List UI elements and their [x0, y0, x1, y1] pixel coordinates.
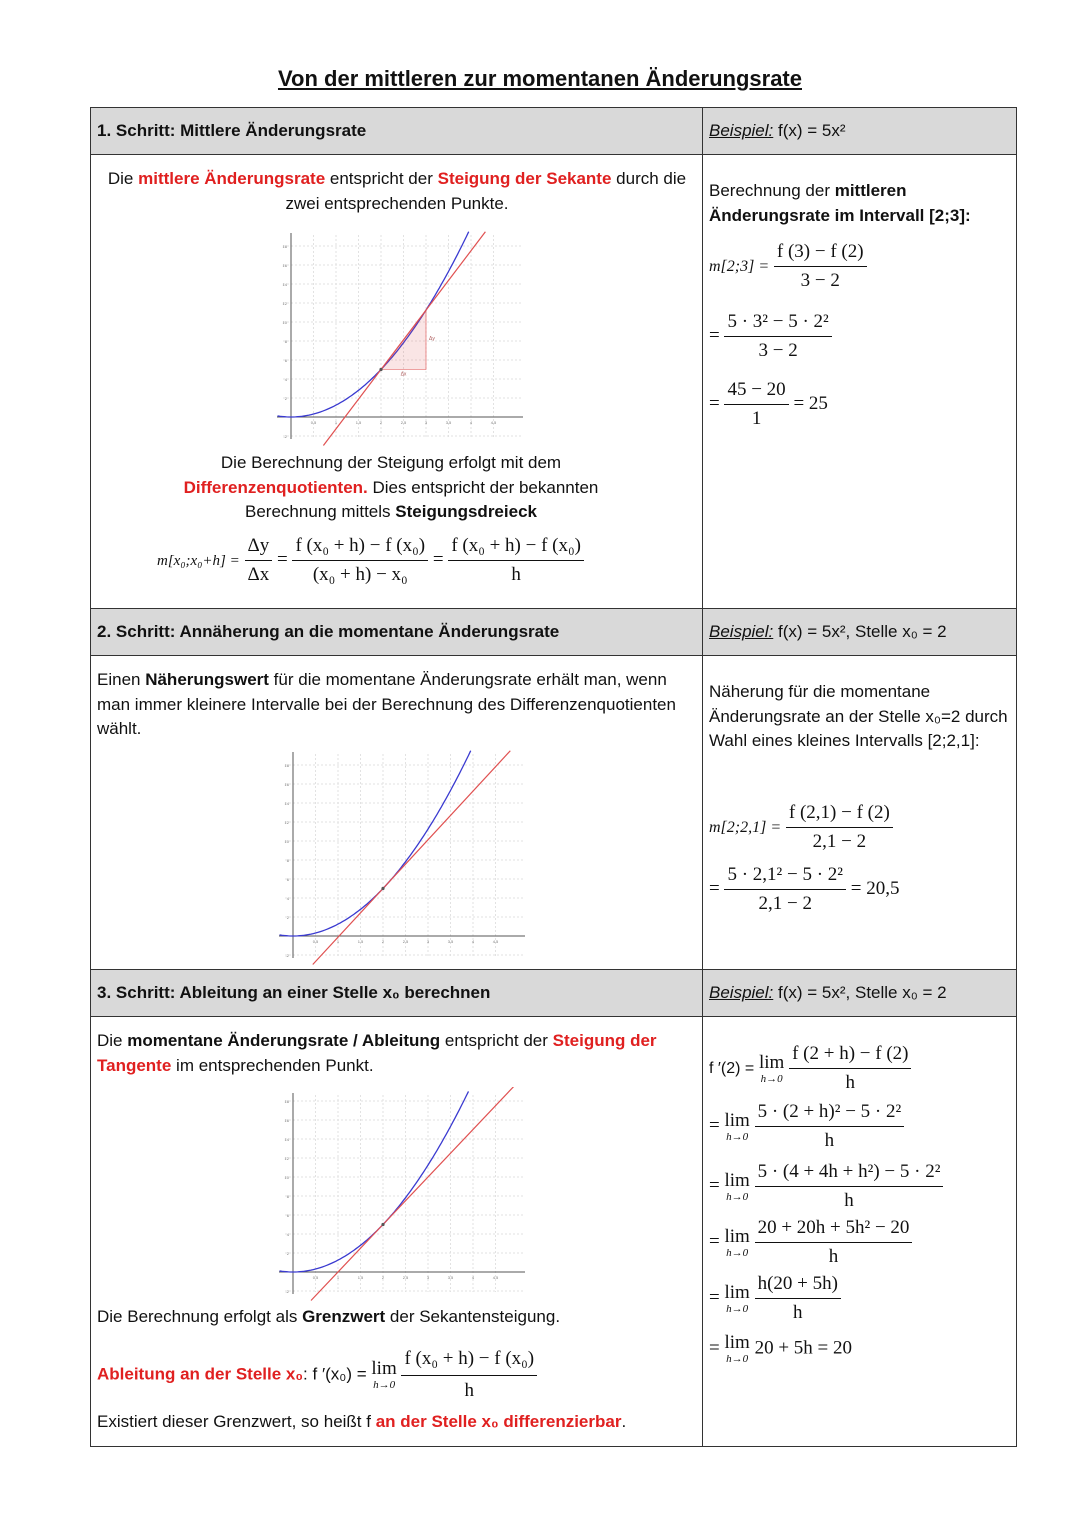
y-tick-label: 2: [284, 396, 287, 401]
y-tick-label: 2: [286, 915, 289, 920]
y-tick-label: 16: [284, 1118, 289, 1123]
y-tick-label: 18: [284, 1099, 289, 1104]
x-tick-label: 2.5: [400, 420, 407, 425]
y-tick-label: 6: [286, 1213, 289, 1218]
x-tick-label: 2.5: [402, 939, 409, 944]
derivative-definition: Ableitung an der Stelle x₀: f ′(x₀) = lim h→0 $\frac{\text{f (x₀ + h) − f (x₀)}}{h}$: [97, 1347, 537, 1403]
y-tick-label: 16: [282, 263, 287, 268]
example2-body: [703, 656, 1016, 970]
example3-row5: = lim h→0 $\frac{h(20 + 5h)}{h}$: [709, 1273, 841, 1324]
x-tick-label: 4: [471, 1275, 475, 1280]
secant-line: [311, 1087, 514, 1301]
example1-row2: = $\frac{\text{5 · 3² − 5 · 2²}}{3 - 2}$: [709, 311, 832, 362]
x-tick-label: 1.5: [357, 1275, 364, 1280]
difference-quotient-formula: m[x₀;x₀+h] = $\frac{\Delta y}{\Delta x}$ = $\frac{\text{f (x₀ + h) − f (x₀)}}{\text{(x₀ + h) − x₀}}$ = $\frac{\text{f (x₀ + h) − f (x₀)}}{h}$: [157, 535, 584, 586]
example3-body: [703, 1017, 1016, 1446]
y-tick-label: 18: [282, 244, 287, 249]
x-tick-label: 3: [426, 939, 430, 944]
y-tick-label: 4: [286, 1232, 289, 1237]
step3-intro: Die momentane Änderungsrate / Ableitung entspricht der Steigung der Tangente im entsprechenden Punkt.: [97, 1031, 657, 1075]
x-tick-label: 1: [334, 420, 338, 425]
example3-row6: = lim h→0 20 + 5h = 20: [709, 1332, 852, 1365]
y-tick-label: -2: [283, 434, 287, 439]
y-tick-label: 10: [282, 320, 287, 325]
example3-row4: = lim h→0 $\frac{\text{20 + 20h + 5h² − 20}}{h}$: [709, 1217, 912, 1268]
step3-header: 3. Schritt: Ableitung an einer Stelle x₀ berechnen: [91, 970, 703, 1017]
x-tick-label: 2: [381, 939, 385, 944]
y-tick-label: 4: [286, 896, 289, 901]
example2-header: Beispiel: f(x) = 5x², Stelle x₀ = 2: [703, 609, 1016, 656]
x-tick-label: 4.5: [492, 939, 499, 944]
x-tick-label: 1: [336, 1275, 340, 1280]
example3-row2: = lim h→0 $\frac{\text{5 · (2 + h)² − 5 · 2²}}{h}$: [709, 1101, 904, 1152]
x-tick-label: 0.5: [312, 939, 319, 944]
example3-row1: f ′(2) = lim h→0 $\frac{f (2 + h) - f (2)}{h}$: [709, 1043, 911, 1094]
dy-label: Δy: [429, 335, 435, 342]
content-table: [90, 107, 1017, 1447]
y-tick-label: 4: [284, 377, 287, 382]
y-tick-label: 8: [286, 858, 289, 863]
y-tick-label: 10: [284, 839, 289, 844]
x-tick-label: 1: [336, 939, 340, 944]
step1-intro: Die mittlere Änderungsrate entspricht der Steigung der Sekante durch die zwei entsprechenden Punkte.: [107, 169, 687, 213]
example2-row1: m[2;2,1] = $\frac{f (2,1) - f (2)}{2,1 - 2}$: [709, 802, 893, 853]
point-marker: [379, 368, 382, 371]
step3-final-text: Existiert dieser Grenzwert, so heißt f an der Stelle x₀ differenzierbar.: [97, 1412, 627, 1431]
x-tick-label: 2: [381, 1275, 385, 1280]
example1-row1: m[2;3] = $\frac{f (3) - f (2)}{3 - 2}$: [709, 241, 867, 292]
y-tick-label: 6: [284, 358, 287, 363]
y-tick-label: 6: [286, 877, 289, 882]
step2-header: 2. Schritt: Annäherung an die momentane Änderungsrate: [91, 609, 703, 656]
y-tick-label: 14: [284, 1137, 289, 1142]
dx-label: Δx: [400, 371, 407, 378]
x-tick-label: 4: [471, 939, 475, 944]
x-tick-label: 4.5: [492, 1275, 499, 1280]
y-tick-label: -2: [285, 1289, 289, 1294]
step2-text: Einen Näherungswert für die momentane Änderungsrate erhält man, wenn man immer kleinere Intervalle bei der Berechnung des Differenzenquotienten wählt.: [97, 670, 676, 738]
example2-row2: = $\frac{\text{5 · 2,1² − 5 · 2²}}{2,1 - 2}$ = 20,5: [709, 864, 900, 914]
x-tick-label: 1.5: [357, 939, 364, 944]
x-tick-label: 2.5: [402, 1275, 409, 1280]
example1-header: Beispiel: f(x) = 5x²: [703, 108, 1016, 155]
step3-limit-text: Die Berechnung erfolgt als Grenzwert der Sekantensteigung.: [97, 1307, 561, 1326]
example1-text: Berechnung der mittleren Änderungsrate im Intervall [2;3]:: [709, 181, 971, 225]
x-tick-label: 0.5: [310, 420, 317, 425]
point-marker: [381, 1223, 384, 1226]
step2-body: [91, 656, 703, 970]
x-tick-label: 3: [426, 1275, 430, 1280]
step3-body: [91, 1017, 703, 1446]
y-tick-label: 12: [284, 820, 289, 825]
y-tick-label: 8: [284, 339, 287, 344]
example1-body: [703, 155, 1016, 609]
x-tick-label: 3.5: [447, 939, 454, 944]
y-tick-label: 12: [284, 1156, 289, 1161]
y-tick-label: 14: [284, 801, 289, 806]
y-tick-label: 12: [282, 301, 287, 306]
parabola-curve: [278, 232, 469, 417]
secant-line: [313, 751, 511, 965]
point-marker: [381, 887, 384, 890]
example3-row3: = lim h→0 $\frac{\text{5 · (4 + 4h + h²) − 5 · 2²}}{h}$: [709, 1161, 943, 1212]
y-tick-label: -2: [285, 953, 289, 958]
x-tick-label: 4.5: [490, 420, 497, 425]
secant-graph: [261, 227, 531, 447]
approximation-graph: [263, 746, 533, 966]
parabola-curve: [280, 751, 471, 936]
tangent-graph: [263, 1087, 533, 1302]
y-tick-label: 18: [284, 763, 289, 768]
y-tick-label: 2: [286, 1251, 289, 1256]
example2-text: Näherung für die momentane Änderungsrate an der Stelle x₀=2 durch Wahl eines kleines Intervalls [2;2,1]:: [709, 682, 1008, 750]
example3-header: Beispiel: f(x) = 5x², Stelle x₀ = 2: [703, 970, 1016, 1017]
step1-header: 1. Schritt: Mittlere Änderungsrate: [91, 108, 703, 155]
x-tick-label: 3.5: [447, 1275, 454, 1280]
x-tick-label: 0.5: [312, 1275, 319, 1280]
x-tick-label: 4: [469, 420, 473, 425]
y-tick-label: 8: [286, 1194, 289, 1199]
page-title: Von der mittleren zur momentanen Änderungsrate: [277, 66, 802, 91]
x-tick-label: 3.5: [445, 420, 452, 425]
step1-body: [91, 155, 703, 609]
step1-calc-text: Die Berechnung der Steigung erfolgt mit dem Differenzenquotienten. Dies entspricht der bekannten Berechnung mittels Steigungsdreieck: [183, 453, 599, 521]
example1-row3: = $\frac{45 - 20}{1}$ = 25: [709, 379, 828, 429]
y-tick-label: 10: [284, 1175, 289, 1180]
x-tick-label: 1.5: [355, 420, 362, 425]
parabola-curve: [280, 1091, 469, 1272]
x-tick-label: 2: [379, 420, 383, 425]
y-tick-label: 14: [282, 282, 287, 287]
y-tick-label: 16: [284, 782, 289, 787]
x-tick-label: 3: [424, 420, 428, 425]
